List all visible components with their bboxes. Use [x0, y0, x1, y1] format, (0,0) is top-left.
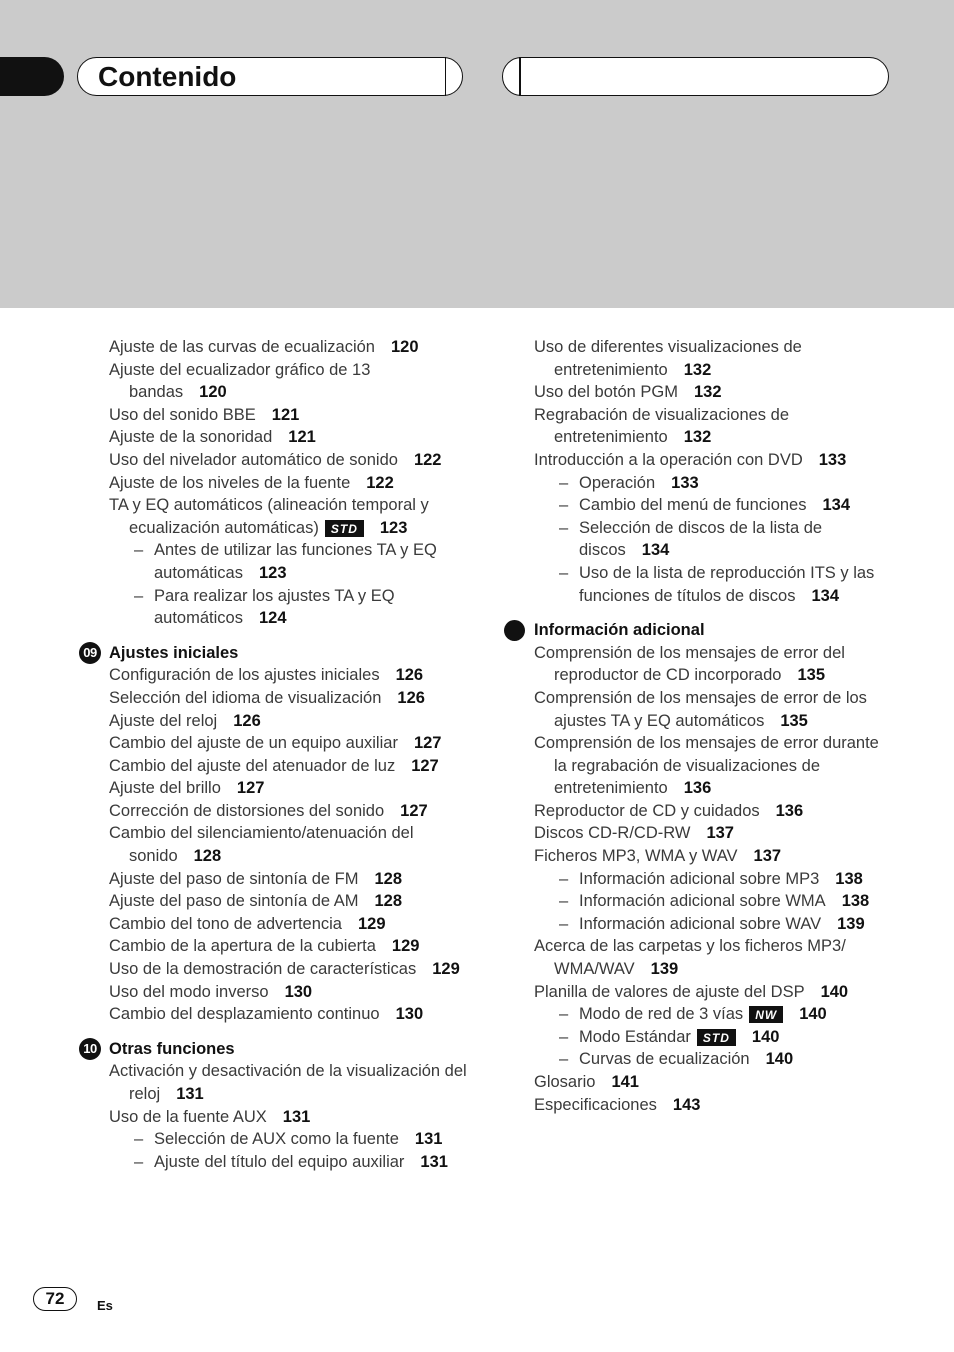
entry-page-number: 135: [797, 666, 825, 685]
entry-text: Cambio del ajuste de un equipo auxiliar: [109, 734, 398, 753]
toc-entry[interactable]: [109, 800, 469, 823]
entry-text: Ficheros MP3, WMA y WAV: [534, 847, 738, 866]
entry-text: Regrabación de visualizaciones de entretenimiento: [534, 405, 789, 447]
entry-text: Uso del sonido BBE: [109, 405, 256, 424]
entry-text: Glosario: [534, 1073, 596, 1091]
entry-page-number: 132: [694, 383, 722, 402]
entry-page-number: 129: [432, 960, 460, 979]
entry-text: Ajuste del paso de sintonía de AM: [109, 892, 359, 911]
toc-subentry[interactable]: [534, 1026, 894, 1049]
toc-entry[interactable]: [109, 777, 469, 800]
entry-page-number: 131: [420, 1152, 448, 1171]
dash-marker: –: [559, 1005, 569, 1024]
toc-left-column: [83, 336, 469, 1173]
mode-badge-icon: NW: [749, 1006, 783, 1023]
entry-page-number: 127: [411, 756, 439, 775]
entry-text: Ajuste de la sonoridad: [109, 428, 273, 447]
entry-text: Modo de red de 3 vías: [579, 1005, 744, 1024]
toc-subentry[interactable]: [534, 494, 894, 517]
dash-marker: –: [134, 586, 144, 605]
entry-page-number: 134: [641, 541, 670, 560]
entry-text: Información adicional sobre WMA: [579, 892, 826, 911]
toc-entry[interactable]: [534, 381, 894, 404]
dash-marker: –: [559, 563, 569, 582]
toc-entry[interactable]: [109, 336, 469, 359]
entry-page-number: 122: [366, 473, 394, 492]
toc-entry[interactable]: [109, 1003, 469, 1026]
entry-page-number: 120: [390, 338, 419, 356]
entry-page-number: 140: [751, 1027, 780, 1046]
entry-text: Comprensión de los mensajes de error durante la regrabación de visualizaciones de entretenimiento: [534, 734, 879, 798]
page-title: Contenido: [98, 61, 237, 92]
toc-subentry[interactable]: [534, 868, 894, 891]
entry-text: Información adicional sobre MP3: [579, 869, 820, 888]
entry-page-number: 137: [753, 847, 782, 866]
entry-page-number: 124: [258, 609, 287, 628]
toc-entry[interactable]: [534, 935, 894, 980]
entry-text: Uso de diferentes visualizaciones de entretenimiento: [534, 338, 802, 379]
entry-text: Ajuste del brillo: [109, 779, 221, 798]
right-header-frame: [502, 57, 889, 96]
section-number-badge: 09: [79, 642, 101, 664]
toc-entry[interactable]: [109, 472, 469, 495]
toc-entry[interactable]: [534, 336, 894, 381]
entry-page-number: 130: [284, 982, 313, 1001]
entry-text: Configuración de los ajustes iniciales: [109, 666, 380, 685]
mode-badge-icon: STD: [697, 1029, 736, 1046]
entry-text: Ajuste del paso de sintonía de FM: [109, 869, 359, 888]
toc-entry[interactable]: [534, 732, 894, 800]
toc-subentry[interactable]: [534, 1003, 894, 1026]
entry-page-number: 140: [765, 1050, 794, 1069]
toc-entry[interactable]: [534, 981, 894, 1004]
entry-text: Cambio del ajuste del atenuador de luz: [109, 756, 396, 775]
toc-entry[interactable]: [534, 642, 894, 687]
entry-page-number: 131: [176, 1085, 204, 1103]
entry-text: Curvas de ecualización: [579, 1050, 750, 1069]
toc-subentry[interactable]: [109, 1151, 469, 1174]
entry-page-number: 127: [413, 734, 442, 753]
section-heading: [83, 1038, 469, 1061]
entry-page-number: 127: [400, 801, 428, 820]
entry-page-number: 126: [397, 688, 425, 707]
toc-entry[interactable]: [109, 494, 469, 539]
entry-page-number: 135: [780, 711, 808, 730]
entry-text: Operación: [579, 473, 656, 492]
dash-marker: –: [559, 496, 569, 515]
entry-text: Ajuste del ecualizador gráfico de 13 bandas: [109, 360, 371, 402]
entry-text: Modo Estándar: [579, 1027, 691, 1046]
toc-subentry[interactable]: [534, 517, 894, 562]
toc-entry[interactable]: [534, 449, 894, 472]
dash-marker: –: [559, 1027, 569, 1046]
entry-text: Cambio de la apertura de la cubierta: [109, 937, 376, 956]
entry-text: Información adicional sobre WAV: [579, 914, 822, 933]
header-band: [0, 0, 954, 308]
entry-text: Acerca de las carpetas y los ficheros MP3/ WMA/WAV: [534, 937, 846, 979]
dash-marker: –: [559, 1050, 569, 1069]
section-number-badge: 10: [79, 1038, 101, 1060]
toc-entry[interactable]: [109, 868, 469, 891]
toc-entry[interactable]: [109, 913, 469, 936]
dash-marker: –: [559, 518, 569, 537]
entry-text: Reproductor de CD y cuidados: [534, 801, 760, 820]
entry-page-number: 128: [193, 847, 222, 866]
toc-entry[interactable]: [109, 359, 469, 404]
title-frame: [77, 57, 463, 96]
entry-page-number: 133: [671, 473, 699, 492]
toc-subentry[interactable]: [109, 1128, 469, 1151]
toc-entry[interactable]: [109, 935, 469, 958]
entry-text: Uso de la fuente AUX: [109, 1107, 267, 1126]
entry-text: Ajuste del título del equipo auxiliar: [154, 1152, 405, 1171]
dash-marker: –: [559, 473, 569, 492]
toc-subentry[interactable]: [109, 585, 469, 630]
entry-page-number: 140: [820, 982, 849, 1001]
entry-page-number: 131: [282, 1107, 311, 1126]
toc-entry[interactable]: [534, 822, 894, 845]
entry-page-number: 123: [258, 563, 287, 582]
toc-entry[interactable]: [109, 449, 469, 472]
entry-page-number: 129: [391, 937, 420, 956]
entry-text: Comprensión de los mensajes de error de los ajustes TA y EQ automáticos: [534, 688, 867, 730]
dash-marker: –: [134, 1152, 144, 1171]
toc-entry[interactable]: [534, 1094, 894, 1117]
entry-page-number: 121: [288, 428, 316, 447]
page-number: 72: [33, 1287, 77, 1311]
entry-text: Cambio del tono de advertencia: [109, 914, 342, 933]
entry-text: Uso de la demostración de características: [109, 960, 417, 979]
entry-text: Introducción a la operación con DVD: [534, 450, 803, 469]
toc-entry[interactable]: [109, 822, 469, 867]
toc-entry[interactable]: [109, 1106, 469, 1129]
entry-page-number: 140: [799, 1005, 827, 1024]
entry-page-number: 126: [395, 666, 424, 685]
toc-entry[interactable]: [109, 1060, 469, 1105]
toc-entry[interactable]: [534, 800, 894, 823]
entry-text: Cambio del desplazamiento continuo: [109, 1005, 380, 1024]
entry-text: Uso del modo inverso: [109, 982, 269, 1001]
entry-text: Discos CD-R/CD-RW: [534, 824, 691, 843]
entry-page-number: 126: [233, 711, 261, 730]
entry-text: Especificaciones: [534, 1095, 657, 1114]
entry-text: Uso del nivelador automático de sonido: [109, 450, 398, 469]
entry-page-number: 128: [374, 892, 403, 911]
entry-page-number: 123: [379, 518, 408, 537]
entry-page-number: 129: [357, 914, 386, 933]
entry-text: Selección de AUX como la fuente: [154, 1130, 399, 1149]
entry-text: Antes de utilizar las funciones TA y EQ automáticas: [154, 541, 437, 582]
toc-entry[interactable]: [109, 710, 469, 733]
entry-text: Uso de la lista de reproducción ITS y las funciones de títulos de discos: [579, 563, 875, 605]
entry-text: Ajuste de los niveles de la fuente: [109, 473, 351, 492]
entry-page-number: 139: [650, 960, 679, 979]
toc-entry[interactable]: [109, 664, 469, 687]
toc-entry[interactable]: [109, 890, 469, 913]
entry-page-number: 128: [374, 869, 403, 888]
toc-entry[interactable]: [109, 687, 469, 710]
entry-text: Activación y desactivación de la visualización del reloj: [109, 1062, 467, 1103]
entry-text: Selección de discos de la lista de discos: [579, 518, 823, 560]
entry-page-number: 136: [775, 801, 804, 820]
entry-page-number: 141: [611, 1073, 639, 1091]
section-dot-icon: [504, 620, 525, 641]
toc-entry[interactable]: [109, 404, 469, 427]
entry-page-number: 138: [835, 869, 863, 888]
entry-page-number: 127: [236, 779, 265, 798]
toc-entry[interactable]: [109, 755, 469, 778]
entry-page-number: 132: [683, 428, 712, 447]
entry-page-number: 143: [672, 1095, 701, 1114]
section-heading: [83, 642, 469, 665]
entry-page-number: 133: [818, 450, 847, 469]
entry-text: Comprensión de los mensajes de error del reproductor de CD incorporado: [534, 643, 845, 685]
toc-entry[interactable]: [534, 845, 894, 868]
entry-text: Ajuste del reloj: [109, 711, 218, 730]
toc-subentry[interactable]: [109, 539, 469, 584]
entry-text: TA y EQ automáticos (alineación temporal y ecualización automáticas): [109, 496, 429, 537]
entry-text: Cambio del menú de funciones: [579, 496, 807, 515]
entry-page-number: 134: [822, 496, 851, 515]
dash-marker: –: [134, 1130, 144, 1149]
entry-page-number: 120: [199, 383, 227, 402]
language-code: Es: [97, 1298, 113, 1313]
dash-marker: –: [559, 869, 569, 888]
toc-subentry[interactable]: [534, 562, 894, 607]
entry-page-number: 137: [706, 824, 734, 843]
entry-text: Planilla de valores de ajuste del DSP: [534, 982, 805, 1001]
entry-page-number: 136: [683, 779, 712, 798]
dash-marker: –: [559, 914, 569, 933]
entry-text: Cambio del silenciamiento/atenuación del sonido: [109, 824, 414, 866]
section-title: Otras funciones: [109, 1039, 235, 1058]
entry-text: Ajuste de las curvas de ecualización: [109, 338, 375, 356]
entry-page-number: 131: [414, 1130, 443, 1149]
entry-page-number: 138: [841, 892, 870, 911]
toc-entry[interactable]: [109, 981, 469, 1004]
toc-subentry[interactable]: [534, 890, 894, 913]
dash-marker: –: [559, 892, 569, 911]
entry-page-number: 121: [271, 405, 300, 424]
entry-page-number: 139: [837, 914, 865, 933]
entry-text: Para realizar los ajustes TA y EQ automáticos: [154, 586, 395, 628]
entry-page-number: 122: [413, 450, 442, 469]
entry-page-number: 130: [395, 1005, 424, 1024]
section-heading: [534, 619, 894, 642]
toc-entry[interactable]: [534, 1071, 894, 1094]
toc-entry[interactable]: [109, 426, 469, 449]
section-title: Ajustes iniciales: [109, 643, 239, 662]
dash-marker: –: [134, 541, 144, 560]
mode-badge-icon: STD: [325, 520, 364, 537]
toc-subentry[interactable]: [534, 1048, 894, 1071]
entry-page-number: 132: [683, 360, 712, 379]
toc-subentry[interactable]: [534, 913, 894, 936]
toc-entry[interactable]: [109, 732, 469, 755]
toc-right-column: [534, 336, 894, 1116]
entry-text: Uso del botón PGM: [534, 383, 678, 402]
section-tab-marker: [0, 57, 64, 96]
entry-page-number: 134: [811, 586, 839, 605]
toc-entry[interactable]: [109, 958, 469, 981]
entry-text: Selección del idioma de visualización: [109, 688, 382, 707]
entry-text: Corrección de distorsiones del sonido: [109, 801, 385, 820]
section-title: Información adicional: [534, 621, 705, 640]
toc-subentry[interactable]: [534, 472, 894, 495]
toc-entry[interactable]: [534, 687, 894, 732]
toc-entry[interactable]: [534, 404, 894, 449]
